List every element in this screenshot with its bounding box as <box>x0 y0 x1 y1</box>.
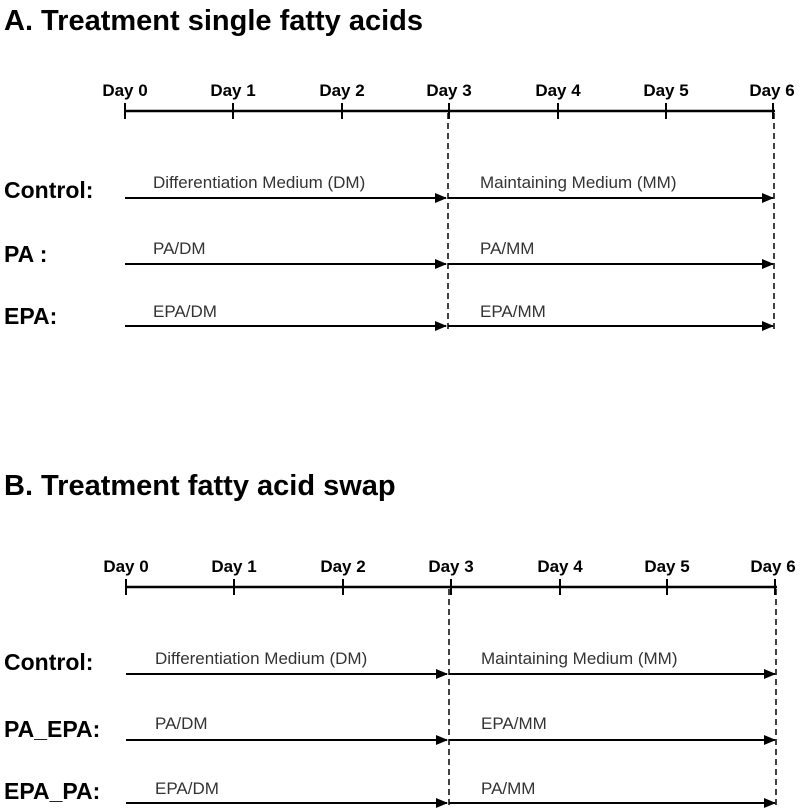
day-label: Day 1 <box>211 557 257 576</box>
day-label: Day 3 <box>428 557 474 576</box>
day-label: Day 5 <box>643 81 689 100</box>
panel-a-day-labels <box>102 81 794 100</box>
panel-b <box>4 470 796 807</box>
row-label-control: Control: <box>4 649 94 675</box>
day-label: Day 1 <box>210 81 256 100</box>
phase1-label: PA/DM <box>153 239 206 258</box>
day-label: Day 5 <box>644 557 690 576</box>
phase1-label: EPA/DM <box>155 779 219 798</box>
row-label-control: Control: <box>4 177 94 203</box>
day-label: Day 6 <box>749 81 795 100</box>
row-label-epa-pa: EPA_PA: <box>4 778 101 804</box>
panel-a <box>4 5 795 330</box>
row-label-epa: EPA: <box>4 303 58 329</box>
day-label: Day 6 <box>750 557 796 576</box>
day-label: Day 2 <box>320 557 366 576</box>
day-label: Day 0 <box>102 81 148 100</box>
panel-b-day-labels <box>103 557 795 576</box>
phase2-label: PA/MM <box>480 239 535 258</box>
day-label: Day 4 <box>535 81 581 100</box>
phase2-label: EPA/MM <box>481 714 547 733</box>
panel-a-title: A. Treatment single fatty acids <box>4 5 424 37</box>
day-label: Day 4 <box>537 557 583 576</box>
day-label: Day 0 <box>103 557 149 576</box>
phase2-label: Maintaining Medium (MM) <box>480 173 677 192</box>
row-label-pa-epa: PA_EPA: <box>4 716 101 742</box>
day-label: Day 3 <box>426 81 472 100</box>
phase2-label: Maintaining Medium (MM) <box>481 649 678 668</box>
day-label: Day 2 <box>319 81 365 100</box>
phase2-label: EPA/MM <box>480 302 546 321</box>
row-label-pa: PA : <box>4 241 48 267</box>
phase1-label: Differentiation Medium (DM) <box>155 649 368 668</box>
phase1-label: EPA/DM <box>153 302 217 321</box>
phase1-label: PA/DM <box>155 714 208 733</box>
panel-b-title: B. Treatment fatty acid swap <box>4 470 396 502</box>
phase1-label: Differentiation Medium (DM) <box>153 173 366 192</box>
phase2-label: PA/MM <box>481 779 536 798</box>
